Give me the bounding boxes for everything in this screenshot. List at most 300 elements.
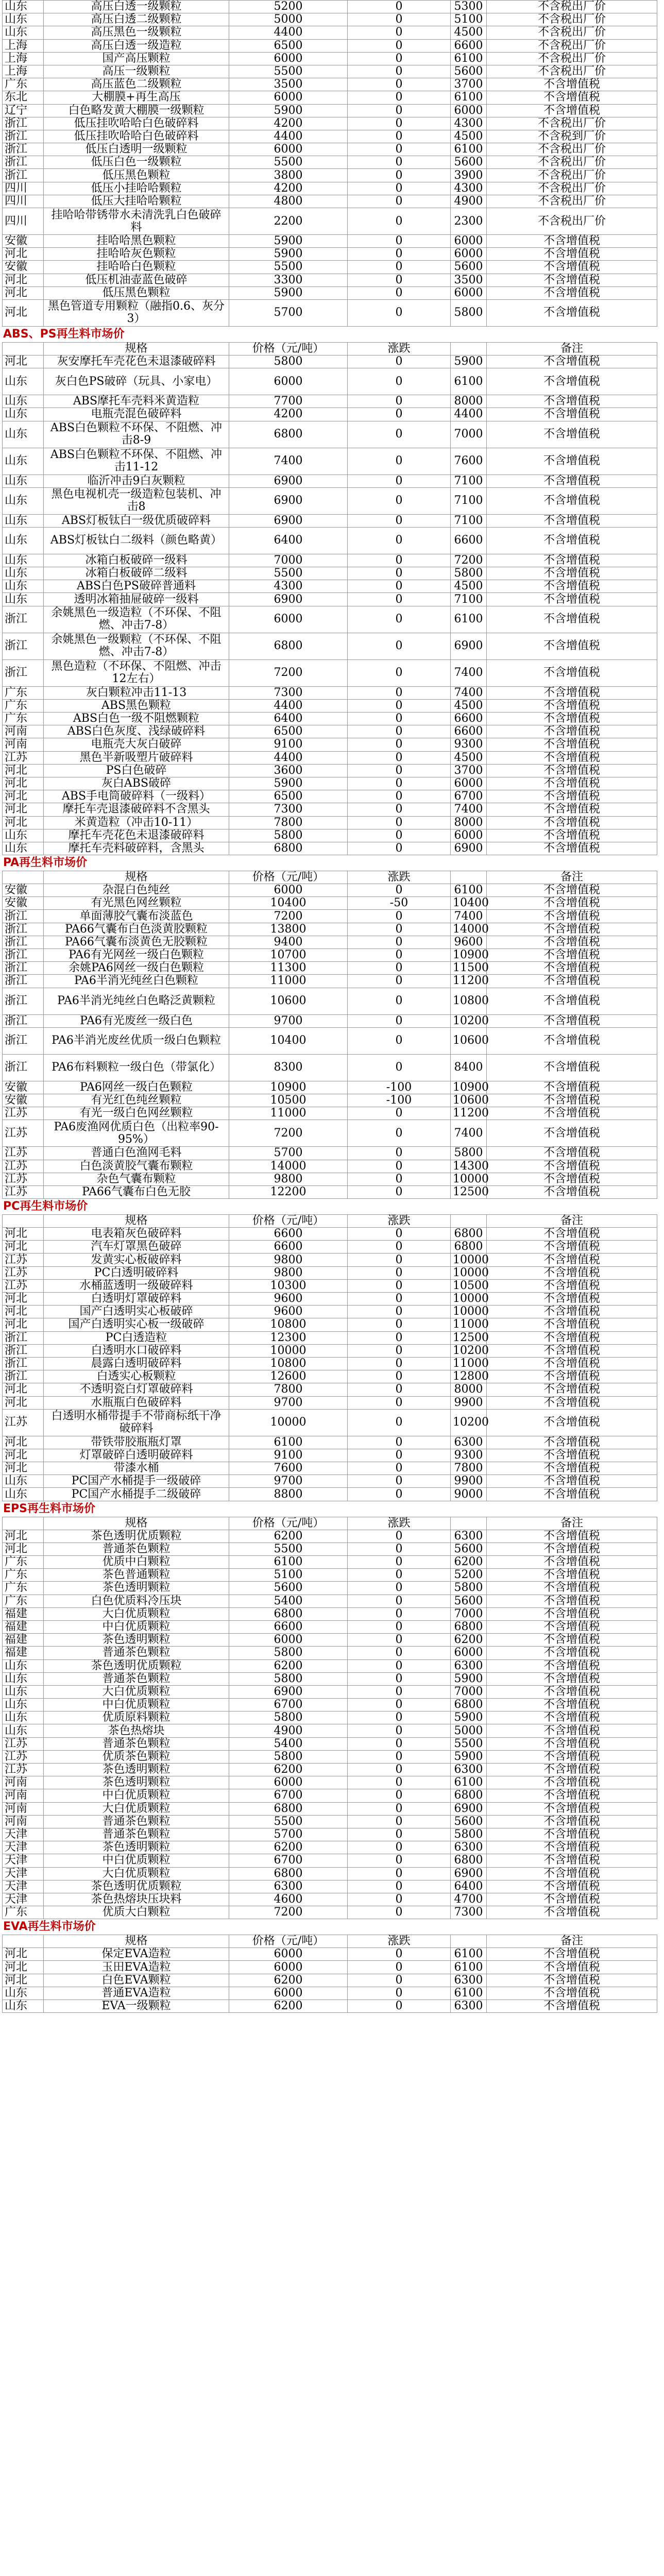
cell-change: 0 xyxy=(348,1699,451,1711)
cell-spec: 有光红色纯丝颗粒 xyxy=(44,1094,229,1107)
cell-spec: 国产白透明实心板破碎 xyxy=(44,1306,229,1318)
cell-note: 不含增值税 xyxy=(487,261,657,274)
cell-change: 0 xyxy=(348,1054,451,1081)
section-title: PC再生料市场价 xyxy=(3,1200,88,1213)
cell-area: 河南 xyxy=(3,1776,44,1789)
cell-area: 浙江 xyxy=(3,962,44,975)
header-area xyxy=(3,871,44,884)
cell-area: 山东 xyxy=(3,1685,44,1698)
cell-spec: 灰安摩托车壳花色未退漆破碎料 xyxy=(44,355,229,368)
cell-spec: PA6半消光纯丝白色略泛黄颗粒 xyxy=(44,988,229,1014)
cell-price2: 14300 xyxy=(451,1160,487,1173)
cell-spec: 黑色造粒（不环保、不阻燃、冲击12左右） xyxy=(44,659,229,686)
table-row xyxy=(3,1867,657,1880)
cell-change: 0 xyxy=(348,274,451,286)
cell-spec: PC国产水桶提手二级破碎 xyxy=(44,1488,229,1501)
cell-price2: 6300 xyxy=(451,1436,487,1449)
cell-area: 浙江 xyxy=(3,143,44,156)
table-row xyxy=(3,1569,657,1582)
cell-note: 不含增值税 xyxy=(487,1828,657,1841)
header-price: 价格（元/吨） xyxy=(229,1517,348,1530)
cell-note: 不含增值税 xyxy=(487,554,657,567)
table-row xyxy=(3,1724,657,1737)
cell-area: 辽宁 xyxy=(3,104,44,117)
cell-note: 不含增值税 xyxy=(487,829,657,842)
table-row xyxy=(3,1475,657,1488)
cell-price: 3600 xyxy=(229,764,348,777)
cell-area: 山东 xyxy=(3,842,44,855)
cell-spec: 余姚黑色一级颗粒（不环保、不阻燃、冲击7-8） xyxy=(44,633,229,659)
table-row xyxy=(3,474,657,487)
cell-change: 0 xyxy=(348,1147,451,1160)
cell-price2: 10000 xyxy=(451,1173,487,1185)
section-eps xyxy=(2,1501,657,1920)
cell-price: 4200 xyxy=(229,408,348,421)
cell-area: 山东 xyxy=(3,1,44,13)
cell-price: 6400 xyxy=(229,713,348,725)
cell-price: 6200 xyxy=(229,2000,348,2013)
cell-area: 河北 xyxy=(3,1436,44,1449)
cell-area: 江苏 xyxy=(3,1253,44,1266)
cell-spec: 保定EVA造粒 xyxy=(44,1948,229,1961)
cell-price2: 5600 xyxy=(451,1595,487,1607)
cell-price: 6200 xyxy=(229,1764,348,1776)
table-row xyxy=(3,1318,657,1331)
cell-price2: 6000 xyxy=(451,829,487,842)
cell-change: 0 xyxy=(348,39,451,52)
table-row xyxy=(3,1711,657,1724)
cell-note: 不含税出厂价 xyxy=(487,39,657,52)
cell-price2: 6200 xyxy=(451,1556,487,1569)
cell-price2: 6100 xyxy=(451,1948,487,1961)
cell-price: 4400 xyxy=(229,699,348,712)
cell-spec: 摩托车壳退漆破碎料不含黑头 xyxy=(44,803,229,816)
cell-change: 0 xyxy=(348,1634,451,1647)
cell-price: 6000 xyxy=(229,1961,348,1974)
table-row xyxy=(3,659,657,686)
cell-change: 0 xyxy=(348,1488,451,1501)
cell-note: 不含税出厂价 xyxy=(487,143,657,156)
table-row xyxy=(3,1828,657,1841)
cell-area: 上海 xyxy=(3,52,44,65)
cell-note: 不含税出厂价 xyxy=(487,156,657,169)
table-row xyxy=(3,408,657,421)
cell-change: 0 xyxy=(348,593,451,606)
cell-spec: 茶色热熔块压块料 xyxy=(44,1893,229,1906)
cell-change: 0 xyxy=(348,195,451,208)
cell-note: 不含增值税 xyxy=(487,78,657,91)
table-row xyxy=(3,1107,657,1120)
cell-price: 5800 xyxy=(229,1750,348,1763)
cell-note: 不含增值税 xyxy=(487,659,657,686)
cell-change: 0 xyxy=(348,580,451,593)
cell-note: 不含增值税 xyxy=(487,593,657,606)
cell-price2: 5900 xyxy=(451,1672,487,1685)
cell-price: 10400 xyxy=(229,1027,348,1054)
table-row xyxy=(3,1802,657,1815)
table-row xyxy=(3,1776,657,1789)
cell-area: 山东 xyxy=(3,2000,44,2013)
cell-area: 河南 xyxy=(3,1815,44,1828)
table-row xyxy=(3,1488,657,1501)
table-row xyxy=(3,1737,657,1750)
cell-price: 5900 xyxy=(229,248,348,261)
cell-change: 0 xyxy=(348,1737,451,1750)
cell-price2: 6100 xyxy=(451,1987,487,1999)
cell-note: 不含增值税 xyxy=(487,1789,657,1802)
cell-area: 山东 xyxy=(3,13,44,26)
cell-price2: 6800 xyxy=(451,1699,487,1711)
cell-note: 不含增值税 xyxy=(487,1647,657,1659)
cell-note: 不含增值税 xyxy=(487,1634,657,1647)
cell-price: 9700 xyxy=(229,1396,348,1409)
cell-note: 不含增值税 xyxy=(487,1279,657,1292)
cell-price: 9100 xyxy=(229,738,348,751)
cell-price2: 7000 xyxy=(451,1685,487,1698)
header-change: 涨跌 xyxy=(348,342,451,355)
cell-note: 不含增值税 xyxy=(487,527,657,554)
cell-price2: 10600 xyxy=(451,1027,487,1054)
cell-note: 不含增值税 xyxy=(487,408,657,421)
cell-change: 0 xyxy=(348,235,451,248)
cell-change: 0 xyxy=(348,1253,451,1266)
cell-price2: 5200 xyxy=(451,1569,487,1582)
cell-area: 广东 xyxy=(3,699,44,712)
cell-price: 5700 xyxy=(229,1147,348,1160)
cell-note: 不含增值税 xyxy=(487,962,657,975)
section-top xyxy=(2,0,657,327)
cell-change: 0 xyxy=(348,1802,451,1815)
table-row xyxy=(3,65,657,78)
cell-change: 0 xyxy=(348,1711,451,1724)
cell-note: 不含增值税 xyxy=(487,1893,657,1906)
cell-area: 河南 xyxy=(3,738,44,751)
cell-note: 不含税出厂价 xyxy=(487,65,657,78)
cell-price2: 6300 xyxy=(451,1841,487,1854)
cell-price: 5500 xyxy=(229,261,348,274)
cell-price2: 8000 xyxy=(451,1383,487,1396)
cell-note: 不含增值税 xyxy=(487,764,657,777)
cell-price2: 6300 xyxy=(451,1530,487,1543)
cell-change: 0 xyxy=(348,1867,451,1880)
table-row xyxy=(3,1620,657,1633)
table-row xyxy=(3,104,657,117)
cell-note: 不含税出厂价 xyxy=(487,13,657,26)
table-row xyxy=(3,261,657,274)
cell-note: 不含增值税 xyxy=(487,355,657,368)
cell-price: 9600 xyxy=(229,1293,348,1306)
cell-spec: 普通EVA造粒 xyxy=(44,1987,229,1999)
cell-note: 不含增值税 xyxy=(487,884,657,897)
cell-price: 6200 xyxy=(229,1974,348,1987)
table-row xyxy=(3,1094,657,1107)
cell-note: 不含增值税 xyxy=(487,1906,657,1919)
table-row xyxy=(3,606,657,633)
cell-change: 0 xyxy=(348,91,451,104)
table-row xyxy=(3,527,657,554)
cell-spec: PA6半消光纯丝白色颗粒 xyxy=(44,975,229,988)
cell-spec: ABS白色颗粒不环保、不阻燃、冲击8-9 xyxy=(44,421,229,448)
cell-price: 5900 xyxy=(229,104,348,117)
cell-change: 0 xyxy=(348,13,451,26)
cell-price: 14000 xyxy=(229,1160,348,1173)
cell-area: 四川 xyxy=(3,195,44,208)
cell-price: 6100 xyxy=(229,1556,348,1569)
cell-area: 河北 xyxy=(3,1449,44,1462)
cell-price2: 7100 xyxy=(451,514,487,527)
cell-price: 5500 xyxy=(229,567,348,580)
cell-change: 0 xyxy=(348,686,451,699)
cell-price: 6000 xyxy=(229,1948,348,1961)
table-row xyxy=(3,395,657,408)
cell-spec: 低压挂吹哈哈白色破碎料 xyxy=(44,117,229,130)
table-row xyxy=(3,633,657,659)
cell-spec: 白色略发黄大棚膜一级颗粒 xyxy=(44,104,229,117)
cell-spec: 普通茶色颗粒 xyxy=(44,1828,229,1841)
cell-note: 不含增值税 xyxy=(487,1802,657,1815)
cell-change: 0 xyxy=(348,1543,451,1555)
cell-price: 6900 xyxy=(229,514,348,527)
cell-area: 安徽 xyxy=(3,1081,44,1094)
cell-price2: 10200 xyxy=(451,1344,487,1357)
cell-change: 0 xyxy=(348,923,451,936)
cell-price: 9600 xyxy=(229,1306,348,1318)
cell-change: 0 xyxy=(348,1828,451,1841)
cell-area: 河北 xyxy=(3,777,44,790)
cell-change: 0 xyxy=(348,1776,451,1789)
cell-spec: 米黄造粒（冲击10-11） xyxy=(44,816,229,829)
cell-price: 10400 xyxy=(229,897,348,910)
cell-area: 山东 xyxy=(3,554,44,567)
cell-change: 0 xyxy=(348,1948,451,1961)
cell-change: 0 xyxy=(348,65,451,78)
cell-price2: 6000 xyxy=(451,777,487,790)
cell-note: 不含增值税 xyxy=(487,299,657,326)
table-row xyxy=(3,1595,657,1607)
cell-price: 5500 xyxy=(229,1815,348,1828)
cell-spec: 杂混白色纯丝 xyxy=(44,884,229,897)
cell-price2: 6100 xyxy=(451,1961,487,1974)
cell-area: 浙江 xyxy=(3,1344,44,1357)
cell-change: 0 xyxy=(348,725,451,738)
cell-price: 6000 xyxy=(229,91,348,104)
cell-spec: 白透明水桶带提手不带商标纸干净破碎料 xyxy=(44,1409,229,1436)
cell-price2: 2300 xyxy=(451,208,487,235)
cell-price2: 6900 xyxy=(451,1867,487,1880)
cell-area: 浙江 xyxy=(3,1054,44,1081)
cell-change: 0 xyxy=(348,448,451,474)
cell-price2: 5800 xyxy=(451,299,487,326)
table-row xyxy=(3,1370,657,1383)
cell-spec: 临沂冲击9白灰颗粒 xyxy=(44,474,229,487)
cell-price: 6900 xyxy=(229,474,348,487)
cell-change: 0 xyxy=(348,1607,451,1620)
cell-change: 0 xyxy=(348,1789,451,1802)
cell-note: 不含增值税 xyxy=(487,1241,657,1253)
table-row xyxy=(3,1344,657,1357)
price-table xyxy=(2,871,657,1199)
cell-note: 不含增值税 xyxy=(487,790,657,803)
table-row xyxy=(3,1253,657,1266)
table-row xyxy=(3,1607,657,1620)
cell-price2: 8400 xyxy=(451,1054,487,1081)
cell-area: 江苏 xyxy=(3,1107,44,1120)
cell-price2: 6300 xyxy=(451,1764,487,1776)
cell-note: 不含增值税 xyxy=(487,1370,657,1383)
cell-spec: 茶色透明颗粒 xyxy=(44,1582,229,1595)
table-row xyxy=(3,1530,657,1543)
cell-change: 0 xyxy=(348,803,451,816)
cell-price: 12200 xyxy=(229,1185,348,1198)
cell-price2: 6000 xyxy=(451,235,487,248)
cell-price: 9800 xyxy=(229,1253,348,1266)
header-blank xyxy=(451,1215,487,1228)
cell-price: 5900 xyxy=(229,777,348,790)
cell-price2: 6100 xyxy=(451,606,487,633)
cell-price: 6000 xyxy=(229,368,348,395)
cell-area: 浙江 xyxy=(3,117,44,130)
cell-change: 0 xyxy=(348,487,451,514)
cell-spec: 挂哈哈黑色颗粒 xyxy=(44,235,229,248)
cell-spec: ABS白色一级不阻燃颗粒 xyxy=(44,713,229,725)
cell-price2: 10500 xyxy=(451,1279,487,1292)
cell-area: 河北 xyxy=(3,286,44,299)
cell-spec: 水桶蓝透明一级破碎料 xyxy=(44,1279,229,1292)
cell-spec: 不透明瓷白灯罩破碎料 xyxy=(44,1383,229,1396)
cell-change: 0 xyxy=(348,1396,451,1409)
cell-area: 山东 xyxy=(3,368,44,395)
cell-spec: 茶色透明优质颗粒 xyxy=(44,1659,229,1672)
cell-area: 河南 xyxy=(3,1802,44,1815)
table-row xyxy=(3,448,657,474)
cell-price: 6000 xyxy=(229,1987,348,1999)
cell-change: 0 xyxy=(348,527,451,554)
cell-price2: 4700 xyxy=(451,1893,487,1906)
table-row xyxy=(3,777,657,790)
cell-price2: 14000 xyxy=(451,923,487,936)
cell-price2: 6300 xyxy=(451,2000,487,2013)
cell-area: 山东 xyxy=(3,1699,44,1711)
cell-change: 0 xyxy=(348,1764,451,1776)
cell-change: 0 xyxy=(348,1880,451,1893)
cell-area: 浙江 xyxy=(3,949,44,962)
cell-spec: 大白优质颗粒 xyxy=(44,1685,229,1698)
cell-price: 12600 xyxy=(229,1370,348,1383)
cell-area: 江苏 xyxy=(3,1750,44,1763)
cell-spec: ABS白色PS破碎普通料 xyxy=(44,580,229,593)
table-row xyxy=(3,1699,657,1711)
cell-change: 0 xyxy=(348,1279,451,1292)
cell-change: 0 xyxy=(348,936,451,948)
cell-price2: 5500 xyxy=(451,1737,487,1750)
cell-spec: 低压小挂哈哈颗粒 xyxy=(44,182,229,195)
cell-spec: 优质原料颗粒 xyxy=(44,1711,229,1724)
cell-change: 0 xyxy=(348,1893,451,1906)
cell-spec: PA6废渔网优质白色（出粒率90-95%） xyxy=(44,1120,229,1147)
table-row xyxy=(3,1582,657,1595)
cell-spec: 挂哈哈带锈带水未清洗乳白色破碎料 xyxy=(44,208,229,235)
cell-price: 6300 xyxy=(229,1880,348,1893)
cell-change: 0 xyxy=(348,1620,451,1633)
cell-price2: 7400 xyxy=(451,659,487,686)
cell-change: 0 xyxy=(348,1647,451,1659)
cell-note: 不含增值税 xyxy=(487,395,657,408)
cell-price2: 10800 xyxy=(451,988,487,1014)
cell-price: 4900 xyxy=(229,1724,348,1737)
cell-price: 9700 xyxy=(229,1475,348,1488)
cell-change: 0 xyxy=(348,1672,451,1685)
cell-price2: 7400 xyxy=(451,1120,487,1147)
cell-change: 0 xyxy=(348,355,451,368)
cell-change: 0 xyxy=(348,1293,451,1306)
table-row xyxy=(3,1396,657,1409)
cell-change: 0 xyxy=(348,1906,451,1919)
cell-change: 0 xyxy=(348,606,451,633)
cell-price: 4400 xyxy=(229,130,348,143)
cell-note: 不含增值税 xyxy=(487,1173,657,1185)
table-row xyxy=(3,487,657,514)
table-header-row xyxy=(3,342,657,355)
cell-change: 0 xyxy=(348,261,451,274)
cell-area: 山东 xyxy=(3,1711,44,1724)
cell-note: 不含增值税 xyxy=(487,1344,657,1357)
header-change: 涨跌 xyxy=(348,871,451,884)
cell-note: 不含增值税 xyxy=(487,1306,657,1318)
cell-spec: 黑色半新吸塑片破碎料 xyxy=(44,751,229,764)
table-row xyxy=(3,884,657,897)
cell-price2: 11200 xyxy=(451,975,487,988)
cell-spec: 高压白透一级颗粒 xyxy=(44,1,229,13)
cell-note: 不含增值税 xyxy=(487,1582,657,1595)
cell-spec: 玉田EVA造粒 xyxy=(44,1961,229,1974)
cell-spec: 国产高压颗粒 xyxy=(44,52,229,65)
cell-area: 山东 xyxy=(3,1672,44,1685)
cell-area: 河北 xyxy=(3,355,44,368)
cell-area: 四川 xyxy=(3,208,44,235)
table-row xyxy=(3,1383,657,1396)
cell-spec: 白透明灯罩破碎料 xyxy=(44,1293,229,1306)
table-row xyxy=(3,713,657,725)
cell-area: 河北 xyxy=(3,1383,44,1396)
table-row xyxy=(3,1120,657,1147)
table-row xyxy=(3,286,657,299)
cell-area: 广东 xyxy=(3,1906,44,1919)
cell-area: 河北 xyxy=(3,1462,44,1475)
table-row xyxy=(3,195,657,208)
cell-spec: 摩托车壳料破碎料，含黑头 xyxy=(44,842,229,855)
cell-change: -100 xyxy=(348,1081,451,1094)
cell-spec: PA6半消光废丝优质一级白色颗粒 xyxy=(44,1027,229,1054)
cell-spec: 电瓶壳大灰白破碎 xyxy=(44,738,229,751)
cell-price: 7400 xyxy=(229,448,348,474)
cell-price: 7300 xyxy=(229,686,348,699)
cell-note: 不含增值税 xyxy=(487,1737,657,1750)
table-row xyxy=(3,235,657,248)
cell-change: 0 xyxy=(348,1961,451,1974)
cell-price2: 6800 xyxy=(451,1620,487,1633)
table-row xyxy=(3,13,657,26)
cell-note: 不含增值税 xyxy=(487,1396,657,1409)
cell-note: 不含增值税 xyxy=(487,514,657,527)
cell-price: 5800 xyxy=(229,355,348,368)
cell-price: 6800 xyxy=(229,842,348,855)
cell-price2: 10400 xyxy=(451,897,487,910)
cell-area: 广东 xyxy=(3,1556,44,1569)
cell-area: 天津 xyxy=(3,1841,44,1854)
cell-price2: 6200 xyxy=(451,1634,487,1647)
cell-price2: 4900 xyxy=(451,195,487,208)
header-blank xyxy=(451,871,487,884)
